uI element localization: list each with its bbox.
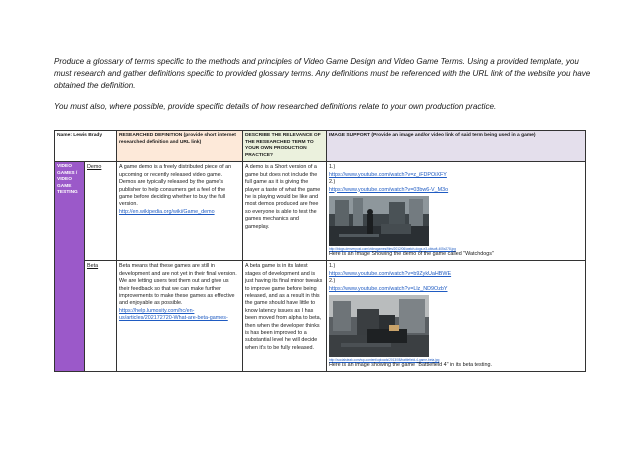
table-header-row [55,131,586,162]
image-caption: Here is an image showing the game "Battlefield 4" in its beta testing. [329,362,492,369]
header-image-support: IMAGE SUPPORT (Provide an image and/or video link of said term being used in a game) [327,131,586,162]
term-label: Beta [87,263,99,270]
table-row [55,261,586,372]
category-cell: VIDEO GAMES / VIDEO GAME TESTING [55,162,85,372]
definition-cell [117,162,243,261]
brief-paragraph-1: Produce a glossary of terms specific to the methods and principles of Video Game Design and Video Game Terms. Using a provided template, you must research and gather definitions specific to provided glossary terms. Any definitions must be referenced with the URL link of the website you have obtained the definition. [54,57,591,90]
header-definition: RESEARCHED DEFINITION (provide short internet researched definition and URL link) [117,131,243,162]
video-link-label: 2.) [329,179,336,186]
definition-link[interactable]: https://help.lumosity.com/hc/en-us/articles/202172720-What-are-beta-games- [119,307,228,322]
definition-cell [117,261,243,372]
video-link-label: 2.) [329,278,336,285]
definition-text: Beta means that these games are still in development and are not yet in their final version. We are letting users test them out and give us their feedback so that we can make further improvements to make these games as effective and enjoyable as possible. [119,263,237,307]
video-link[interactable]: https://www.youtube.com/watch?v=z_iFDPOiXFY [329,171,447,178]
video-link-label: 1.) [329,263,336,270]
image-caption: Here is an Image Showing the demo of the game called "Watchdogs" [329,251,494,257]
definition-text: A game demo is a freely distributed piece of an upcoming or recently released video game. Demos are typically released by the game's publisher to help consumers get a feel of the game before deciding whether to buy the full version. [119,164,232,208]
term-cell [85,162,117,261]
relevance-cell: A demo is a Short version of a game but does not include the full game as it is giving the player a taste of what the game he is playing would be like and most demos produced are free so everyone is able to test the games mechanics and gameplay. [243,162,327,261]
term-cell [85,261,117,372]
image-source-link[interactable]: http://blogs.denverpost.com/videogames/files/2012/06/watch-dogs-e3-ubisoft-405x278.jpg [329,247,456,251]
video-link[interactable]: https://www.youtube.com/watch?v=b9ZykUaHBWE [329,270,452,277]
image-source-link[interactable]: http://socialsteak.com/wp-content/uploads/2013/08/battlefield-4-game-beta.jpg [329,358,440,363]
image-support-cell [327,261,586,372]
assignment-brief [54,56,594,113]
battlefield-screenshot [329,295,429,357]
student-name-cell: Name: Lewis Brady [55,131,117,162]
video-link[interactable]: https://www.youtube.com/watch?v=03bw6-V_M3o [329,186,449,193]
glossary-table [54,130,586,372]
header-relevance: DESCRIBE THE RELEVANCE OF THE RESEARCHED TERM TO YOUR OWN PRODUCTION PRACTICE? [243,131,327,162]
brief-paragraph-2: You must also, where possible, provide specific details of how researched definitions relate to your own production practice. [54,102,497,111]
relevance-cell: A beta game is in its latest stages of development and is just having its final minor tweaks to improve game before being released, and as a result in this the game should have little to know latency issues as I has been moved from alpha to beta, then when the developer thinks is has been improved to a substantial level he will decide when it's to be fully released. [243,261,327,372]
video-link-label: 1.) [329,164,336,171]
watchdogs-screenshot [329,196,429,246]
image-support-cell [327,162,586,261]
video-link[interactable]: https://www.youtube.com/watch?v=Llz_ND9OzbY [329,285,448,292]
table-row [55,162,586,261]
definition-link[interactable]: http://en.wikipedia.org/wiki/Game_demo [119,208,215,215]
term-label: Demo [87,164,102,171]
